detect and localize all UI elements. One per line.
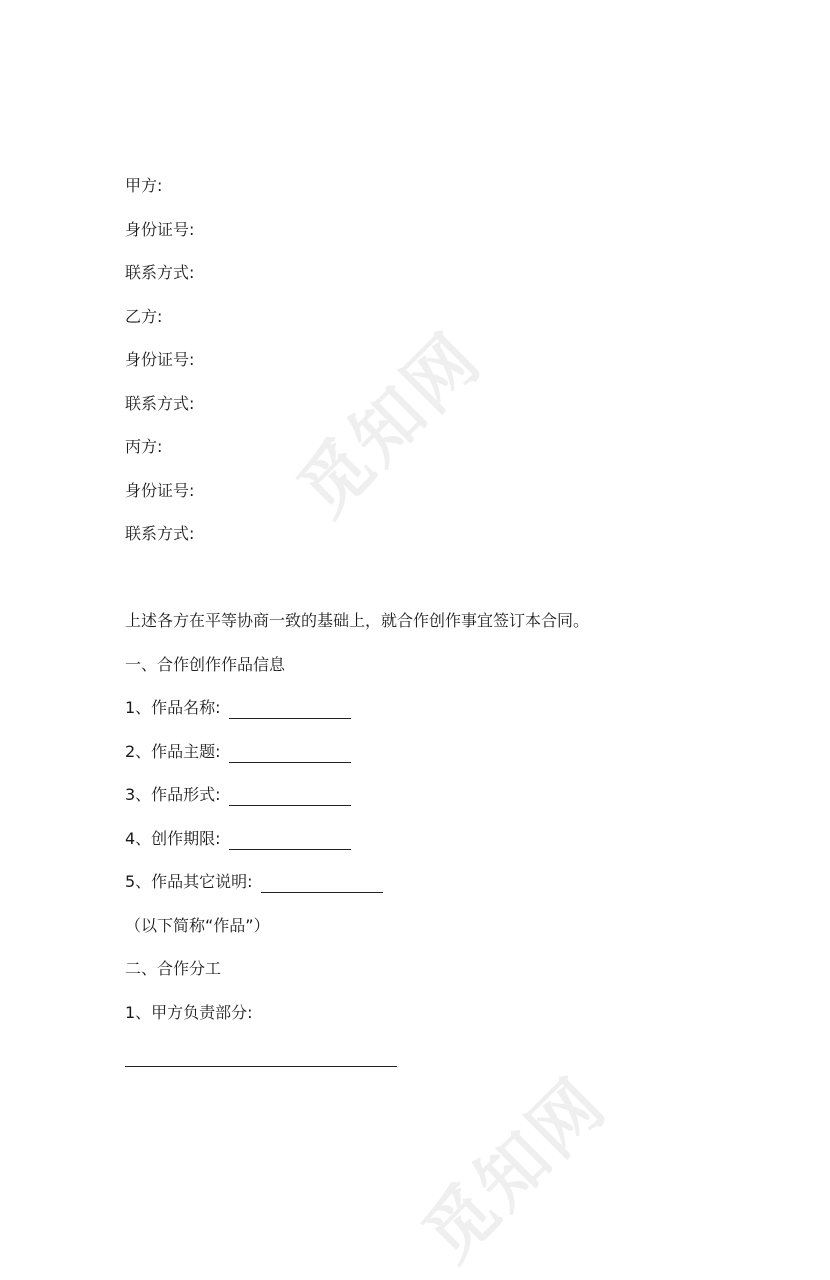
other-notes-label: 5、作品其它说明:	[125, 872, 253, 891]
other-notes-blank	[261, 874, 383, 893]
party-a-responsibility-blank	[125, 1066, 397, 1067]
party-a-contact-label: 联系方式:	[125, 263, 195, 282]
work-theme-blank	[229, 744, 351, 763]
work-form-label: 3、作品形式:	[125, 785, 221, 804]
party-b-label: 乙方:	[125, 307, 163, 326]
party-a-responsibility-label: 1、甲方负责部分:	[125, 1003, 253, 1022]
work-name-label: 1、作品名称:	[125, 698, 221, 717]
intro-paragraph: 上述各方在平等协商一致的基础上，就合作创作事宜签订本合同。	[125, 611, 590, 630]
work-theme-label: 2、作品主题:	[125, 742, 221, 761]
work-theme-row	[125, 741, 351, 763]
work-name-blank	[229, 700, 351, 719]
party-c-contact-label: 联系方式:	[125, 524, 195, 543]
work-name-row	[125, 697, 351, 719]
party-c-id-label: 身份证号:	[125, 481, 195, 500]
work-form-blank	[229, 787, 351, 806]
watermark: 觅知网	[407, 1061, 623, 1277]
section-1-title: 一、合作创作作品信息	[125, 655, 286, 674]
section-2-title: 二、合作分工	[125, 959, 222, 978]
party-b-id-label: 身份证号:	[125, 350, 195, 369]
creation-period-row	[125, 828, 351, 850]
work-form-row	[125, 784, 351, 806]
creation-period-blank	[229, 831, 351, 850]
other-notes-row	[125, 871, 383, 893]
creation-period-label: 4、创作期限:	[125, 829, 221, 848]
party-c-label: 丙方:	[125, 437, 163, 456]
party-a-id-label: 身份证号:	[125, 220, 195, 239]
party-b-contact-label: 联系方式:	[125, 394, 195, 413]
work-alias-note: （以下简称“作品”）	[125, 916, 270, 935]
party-a-label: 甲方:	[125, 176, 163, 195]
watermark: 觅知网	[282, 316, 498, 532]
